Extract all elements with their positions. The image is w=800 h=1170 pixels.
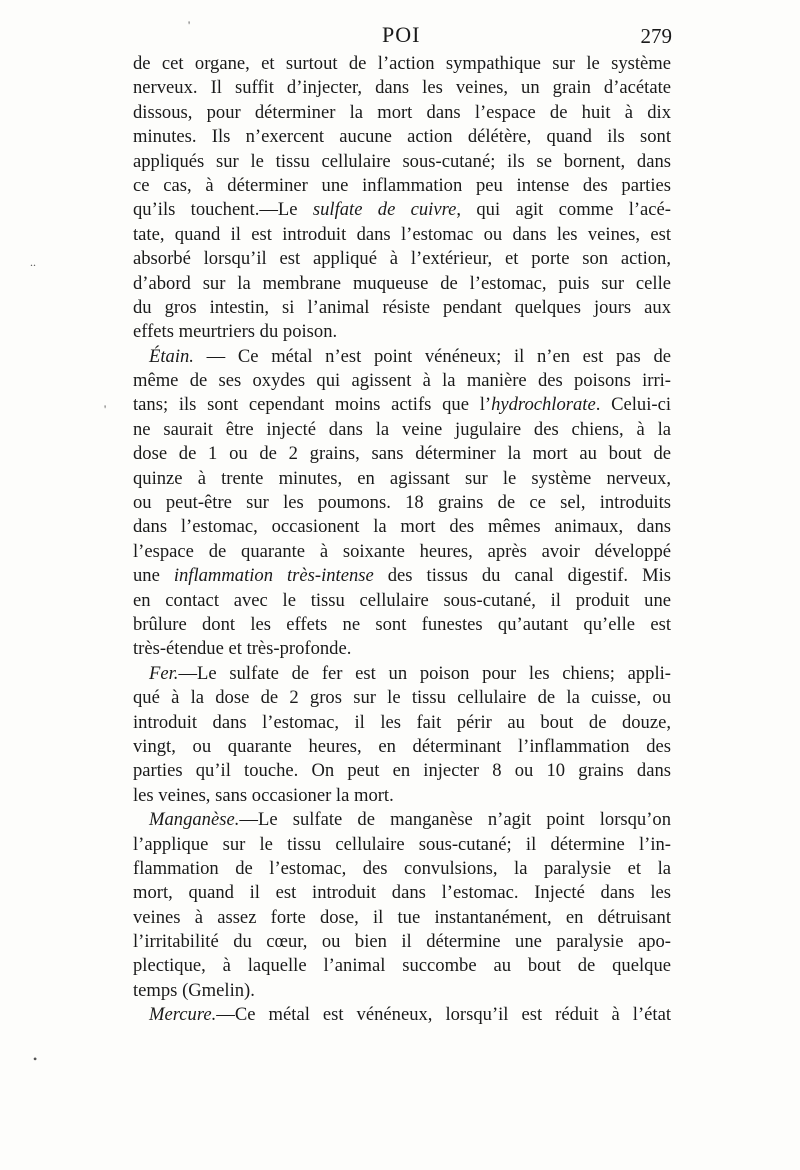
text-line — [133, 808, 671, 832]
term-sulfate-de-cuivre: sulfate de cuivre — [312, 199, 457, 221]
text-run: des tissus du canal digestif. Mis — [373, 565, 671, 587]
text-line: effets meurtriers du poison. — [133, 321, 338, 343]
text-line: flammation de l’estomac, des convulsions, la paralysie et la — [133, 857, 671, 879]
text-line — [133, 198, 671, 222]
text-line: dose de 1 ou de 2 grains, sans déterminer la mort au bout de — [133, 443, 671, 465]
running-head — [132, 22, 672, 52]
text-line — [133, 1003, 671, 1027]
section-heading-etain: Étain. — [149, 345, 194, 367]
text-line — [133, 564, 671, 588]
page-header-title: POI — [382, 22, 421, 47]
text-run: une — [133, 565, 174, 587]
text-run: —Le sulfate de manganèse n’agit point lorsqu’on — [239, 809, 671, 831]
text-line: minutes. Ils n’exercent aucune action délétère, quand ils sont — [133, 126, 671, 148]
text-line: très-étendue et très-profonde. — [133, 638, 352, 660]
text-line: mort, quand il est introduit dans l’estomac. Injecté dans les — [133, 882, 671, 904]
text-line: ce cas, à déterminer une inflammation peu intense des parties — [133, 174, 671, 196]
text-line: introduit dans l’estomac, il les fait périr au bout de douze, — [133, 711, 671, 733]
text-line: dissous, pour déterminer la mort dans l’espace de huit à dix — [133, 101, 671, 123]
text-line: même de ses oxydes qui agissent à la manière des poisons irri- — [133, 370, 671, 392]
term-hydrochlorate: hydrochlorate — [491, 394, 596, 416]
text-line: de cet organe, et surtout de l’action sympathique sur le système — [133, 53, 671, 74]
text-line: qué à la dose de 2 gros sur le tissu cellulaire de la cuisse, ou — [133, 687, 671, 709]
body-text — [133, 52, 671, 1028]
margin-mark-top: ' — [188, 18, 191, 32]
text-run: qu’ils touchent.—Le — [133, 199, 313, 221]
text-run: tans; ils sont cependant moins actifs que l’ — [133, 394, 492, 416]
text-line: les veines, sans occasioner la mort. — [133, 784, 394, 806]
text-line: parties qu’il touche. On peut en injecter 8 ou 10 grains dans — [133, 760, 671, 782]
text-line: dans l’estomac, occasionent la mort des mêmes animaux, dans — [133, 516, 671, 538]
section-heading-manganese: Manganèse. — [149, 809, 240, 831]
margin-mark-left-3: • — [33, 1052, 38, 1066]
text-run: , qui agit comme l’acé- — [456, 199, 671, 221]
text-line: veines à assez forte dose, il tue instantanément, en détruisant — [133, 906, 671, 928]
term-inflammation: inflammation très-intense — [173, 565, 374, 587]
page-number: 279 — [640, 24, 672, 48]
text-run: . Celui-ci — [595, 394, 671, 416]
text-line: absorbé lorsqu’il est appliqué à l’extérieur, et porte son action, — [133, 248, 671, 270]
text-line: vingt, ou quarante heures, en déterminant l’inflammation des — [133, 735, 671, 757]
margin-mark-left-2: ' — [104, 402, 107, 416]
text-line: l’applique sur le tissu cellulaire sous-cutané; il détermine l’in- — [133, 833, 671, 855]
section-heading-mercure: Mercure. — [149, 1004, 217, 1026]
text-line: nerveux. Il suffit d’injecter, dans les veines, un grain d’acétate — [133, 77, 671, 99]
text-line — [133, 345, 671, 369]
margin-mark-left-1: .. — [30, 255, 36, 269]
text-line: d’abord sur la membrane muqueuse de l’estomac, puis sur celle — [133, 272, 671, 294]
text-line: l’irritabilité du cœur, ou bien il détermine une paralysie apo- — [133, 931, 671, 953]
text-line: plectique, à laquelle l’animal succombe au bout de quelque — [133, 955, 671, 977]
text-line: brûlure dont les effets ne sont funestes qu’autant qu’elle est — [133, 613, 671, 635]
text-line: en contact avec le tissu cellulaire sous-cutané, il produit une — [133, 589, 671, 611]
text-run: —Ce métal est vénéneux, lorsqu’il est réduit à l’état — [216, 1004, 671, 1026]
text-line — [133, 393, 671, 417]
text-line: du gros intestin, si l’animal résiste pendant quelques jours aux — [133, 296, 671, 318]
text-run: — Ce métal n’est point vénéneux; il n’en est pas de — [193, 345, 671, 367]
text-run: —Le sulfate de fer est un poison pour les chiens; appli- — [178, 662, 671, 684]
text-line — [133, 662, 671, 686]
text-line: appliqués sur le tissu cellulaire sous-cutané; ils se bornent, dans — [133, 150, 671, 172]
text-line: ne saurait être injecté dans la veine jugulaire des chiens, à la — [133, 418, 671, 440]
section-heading-fer: Fer. — [149, 662, 179, 684]
text-line: temps (Gmelin). — [133, 979, 255, 1001]
text-line: l’espace de quarante à soixante heures, après avoir développé — [133, 540, 671, 562]
text-line: tate, quand il est introduit dans l’estomac ou dans les veines, est — [133, 223, 671, 245]
text-line: ou peut-être sur les poumons. 18 grains de ce sel, introduits — [133, 492, 671, 514]
text-line: quinze à trente minutes, en agissant sur le système nerveux, — [133, 467, 671, 489]
